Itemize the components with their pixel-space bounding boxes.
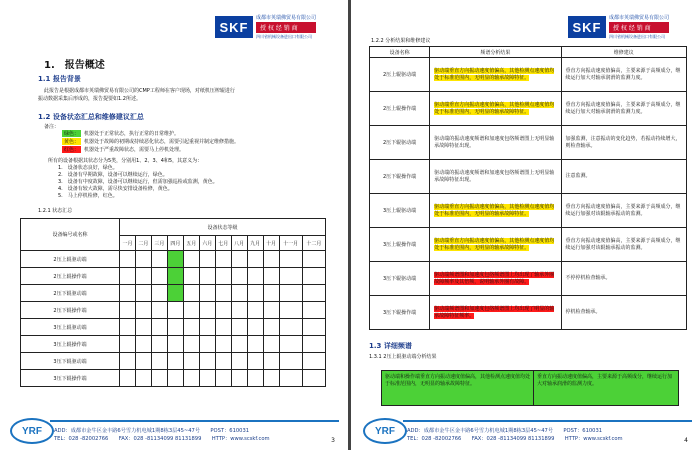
- status-cell: [199, 353, 215, 370]
- table-row: [21, 268, 326, 285]
- footer-contact: TEL：028 -82002766 FAX：028 -81134099 81131899 HTTP：www.scskf.com: [407, 436, 623, 442]
- analysis-table: [369, 46, 687, 330]
- device-name: 3压上辊驱动端: [21, 319, 120, 336]
- result-box-right: 垂直方向振动速度值偏高，主要来源于高频成分，继续运行加大对轴承润滑的监测力度。: [534, 371, 678, 405]
- footer-address: ADD：成都市金牛区金丰路6号雪力机电城1期8栋3层45~47号 POST：610031: [407, 428, 603, 434]
- col-header-device: 设备编号或名称: [21, 219, 120, 251]
- status-cell: [231, 302, 247, 319]
- status-cell: [167, 251, 183, 268]
- level-item: 2. 设备有早期故障，设备可以继续运行，绿色。: [58, 172, 168, 178]
- device-name: 3压下辊驱动端: [370, 262, 430, 296]
- status-cell: [151, 285, 167, 302]
- level-item: 4. 设备有较大故障，需尽快安排设备检修，黄色。: [58, 186, 173, 192]
- status-cell: [120, 251, 136, 268]
- table-row: [21, 251, 326, 268]
- status-cell: [167, 353, 183, 370]
- month-header: 三月: [151, 236, 167, 251]
- logo-line3: 四川省机械设备进出口有限公司: [256, 34, 312, 39]
- status-cell: [120, 336, 136, 353]
- status-cell: [183, 336, 199, 353]
- legend-text: 机器处于正常状态，执行正常的日常维护。: [84, 131, 180, 137]
- status-cell: [247, 268, 263, 285]
- subheading-analysis: 1.2.2 分析结果和维修建议: [371, 38, 431, 44]
- device-name: 2压下辊操作端: [370, 160, 430, 194]
- analysis-result: 驱动端频谱图和加速度包络频谱图上均出现了轴承外圈故障频率及其倍频，说明轴承外圈有故障。: [430, 262, 561, 296]
- status-cell: [120, 353, 136, 370]
- maintenance-advice: 不停停机检查轴承。: [561, 262, 686, 296]
- levels-intro: 所有的设备根据其状态分为5类，分别用1、2、3、4和5，其意义为：: [48, 158, 203, 164]
- status-cell: [135, 319, 151, 336]
- status-cell: [120, 302, 136, 319]
- status-cell: [167, 319, 183, 336]
- status-cell: [183, 319, 199, 336]
- status-cell: [215, 319, 231, 336]
- month-header: 二月: [135, 236, 151, 251]
- device-name: 3压上辊操作端: [370, 228, 430, 262]
- skf-mark: SKF: [568, 16, 606, 38]
- status-cell: [302, 251, 325, 268]
- status-cell: [151, 302, 167, 319]
- status-cell: [215, 251, 231, 268]
- status-cell: [279, 251, 302, 268]
- status-cell: [247, 370, 263, 387]
- status-cell: [120, 370, 136, 387]
- table-row: [370, 160, 687, 194]
- legend-swatch: 黄色：: [64, 139, 80, 145]
- status-cell: [167, 302, 183, 319]
- table-row: [370, 296, 687, 330]
- legend-item: [62, 138, 239, 145]
- status-cell: [215, 268, 231, 285]
- month-header: 七月: [215, 236, 231, 251]
- status-cell: [247, 353, 263, 370]
- status-cell: [151, 268, 167, 285]
- maintenance-advice: 注意监测。: [561, 160, 686, 194]
- status-cell: [263, 370, 279, 387]
- status-cell: [302, 336, 325, 353]
- note-label: 备注：: [44, 124, 60, 130]
- status-cell: [199, 285, 215, 302]
- table-row: [370, 92, 687, 126]
- footer-address: ADD：成都市金牛区金丰路6号雪力机电城1期8栋3层45~47号 POST：610031: [54, 428, 250, 434]
- status-cell: [183, 370, 199, 387]
- yrf-logo: YRF: [10, 418, 54, 444]
- status-cell: [247, 336, 263, 353]
- status-cell: [231, 370, 247, 387]
- logo-line3: 四川省机械设备进出口有限公司: [609, 34, 665, 39]
- status-cell: [279, 302, 302, 319]
- maintenance-advice: 加强监测，注意振动的变化趋势，若振动持续增大，则检查轴承。: [561, 126, 686, 160]
- level-item: 1. 设备状态良好，绿色。: [58, 165, 118, 171]
- status-cell: [135, 336, 151, 353]
- status-cell: [279, 285, 302, 302]
- footer-contact: TEL：028 -82002766 FAX：028 -81134099 81131899 HTTP：www.scskf.com: [54, 436, 270, 442]
- page-right: [355, 2, 698, 448]
- status-cell: [263, 285, 279, 302]
- status-cell: [135, 285, 151, 302]
- status-cell: [231, 251, 247, 268]
- logo-line2: 授 权 经 销 商: [256, 22, 316, 33]
- status-cell: [231, 319, 247, 336]
- result-box-left: 驱动端和操作端垂直方向振动速度值偏高，其他检测点速度值均处于标准范围内，无明显的轴承故障特征。: [382, 371, 534, 405]
- status-cell: [135, 302, 151, 319]
- maintenance-advice: 垂直方向振动速度值偏高，主要来源于高频成分，继续运行加强对该辊轴承振动的监测。: [561, 228, 686, 262]
- month-header: 六月: [199, 236, 215, 251]
- month-header: 一月: [120, 236, 136, 251]
- device-name: 3压上辊驱动端: [370, 194, 430, 228]
- status-cell: [247, 285, 263, 302]
- level-item: 3. 设备有中度故障，设备可以继续运行，但需加强巡检或监测，黄色。: [58, 179, 218, 185]
- paragraph-line1: 此报告是根据成都市英瑞佛贸易有限公司的CMP工程师在客户现场，对纸机压榨辊进行: [44, 88, 235, 94]
- section-title: 1. 报告概述: [44, 60, 105, 71]
- status-cell: [199, 319, 215, 336]
- month-header: 十二月: [302, 236, 325, 251]
- month-header: 十月: [263, 236, 279, 251]
- table-row: [21, 302, 326, 319]
- status-cell: [231, 268, 247, 285]
- status-cell: [302, 268, 325, 285]
- page-left: [2, 2, 345, 448]
- status-cell: [167, 285, 183, 302]
- table-row: [21, 353, 326, 370]
- status-cell: [120, 285, 136, 302]
- status-cell: [215, 302, 231, 319]
- table-row: [21, 319, 326, 336]
- legend-text: 机器处于故障的初期或持续恶化状态，需要引起重视并制定维修措施。: [84, 139, 240, 145]
- status-cell: [302, 319, 325, 336]
- status-cell: [302, 370, 325, 387]
- logo-line1: 成都市英瑞佛贸易有限公司: [609, 15, 670, 21]
- device-name: 2压下辊驱动端: [21, 285, 120, 302]
- analysis-col-header: 频谱分析结果: [430, 47, 561, 58]
- subheading-status: 1.2.1 状态汇总: [38, 208, 73, 214]
- status-cell: [231, 336, 247, 353]
- month-header: 四月: [167, 236, 183, 251]
- device-name: 3压下辊操作端: [21, 370, 120, 387]
- table-row: [370, 262, 687, 296]
- status-cell: [167, 370, 183, 387]
- heading-detailed-spectrum: 1.3 详细频谱: [369, 342, 412, 350]
- maintenance-advice: 垂直方向振动速度值偏高，主要来源于高频成分，继续运行加强对该辊轴承振动的监测。: [561, 194, 686, 228]
- analysis-result: 驱动端垂直方向振动速度值偏高，其他检测点速度值均处于标准范围内，无明显的轴承故障特征。: [430, 194, 561, 228]
- status-cell: [215, 353, 231, 370]
- subheading-2p-upper-drive: 1.3.1 2压上辊驱动端分析结果: [369, 354, 437, 360]
- maintenance-advice: 垂直方向振动速度值偏高，主要来源于高频成分，继续运行加大对轴承润滑的监测力度。: [561, 92, 686, 126]
- status-cell: [279, 268, 302, 285]
- device-name: 2压下辊操作端: [21, 302, 120, 319]
- paragraph-line2: 振动数据采集后形成的，报告提要如1.2所述。: [38, 96, 141, 102]
- legend-item: [62, 130, 179, 137]
- skf-mark: SKF: [215, 16, 253, 38]
- maintenance-advice: 停机检查轴承。: [561, 296, 686, 330]
- legend-text: 机器处于严重故障状态，需要马上停机处理。: [84, 147, 185, 153]
- legend-swatch: 绿色：: [64, 131, 80, 137]
- table-row: [21, 285, 326, 302]
- status-cell: [183, 302, 199, 319]
- device-name: 2压上辊操作端: [370, 92, 430, 126]
- status-cell: [120, 268, 136, 285]
- status-cell: [135, 353, 151, 370]
- status-cell: [167, 268, 183, 285]
- status-cell: [247, 251, 263, 268]
- status-cell: [263, 302, 279, 319]
- month-header: 九月: [247, 236, 263, 251]
- footer: [355, 414, 698, 448]
- device-name: 2压下辊驱动端: [370, 126, 430, 160]
- table-row: [370, 228, 687, 262]
- status-cell: [167, 336, 183, 353]
- status-cell: [151, 353, 167, 370]
- status-cell: [183, 285, 199, 302]
- status-cell: [263, 251, 279, 268]
- status-cell: [231, 353, 247, 370]
- analysis-col-header: 设备名称: [370, 47, 430, 58]
- logo-line1: 成都市英瑞佛贸易有限公司: [256, 15, 317, 21]
- status-cell: [135, 268, 151, 285]
- result-box: [381, 370, 679, 406]
- status-cell: [215, 336, 231, 353]
- status-cell: [263, 268, 279, 285]
- analysis-result: 驱动端垂直方向振动速度值偏高，其他检测点速度值均处于标准范围内，无明显的轴承故障特征。: [430, 58, 561, 92]
- status-cell: [231, 285, 247, 302]
- status-cell: [151, 370, 167, 387]
- status-cell: [279, 353, 302, 370]
- status-cell: [135, 251, 151, 268]
- skf-logo: [215, 12, 335, 42]
- analysis-col-header: 维修建议: [561, 47, 686, 58]
- analysis-result: 驱动端的振动速度频谱和加速度包络频谱图上无明显轴承故障特征出现。: [430, 160, 561, 194]
- page-divider: [348, 0, 351, 450]
- status-cell: [199, 302, 215, 319]
- status-cell: [135, 370, 151, 387]
- status-cell: [151, 336, 167, 353]
- device-name: 2压上辊操作端: [21, 268, 120, 285]
- status-cell: [151, 319, 167, 336]
- maintenance-advice: 垂直方向振动速度值偏高，主要来源于高频成分，继续运行加大对轴承润滑的监测力度。: [561, 58, 686, 92]
- analysis-result: 驱动端的振动速度频谱和加速度包络频谱图上无明显轴承故障特征出现。: [430, 126, 561, 160]
- status-cell: [247, 302, 263, 319]
- status-cell: [120, 319, 136, 336]
- device-name: 3压上辊操作端: [21, 336, 120, 353]
- status-cell: [199, 370, 215, 387]
- status-table: [20, 218, 326, 387]
- status-cell: [183, 251, 199, 268]
- heading-status-summary: 1.2 设备状态汇总和维修建议汇总: [38, 113, 144, 121]
- month-header: 八月: [231, 236, 247, 251]
- month-header: 十一月: [279, 236, 302, 251]
- table-row: [370, 194, 687, 228]
- footer-rule: [403, 420, 692, 422]
- device-name: 2压上辊驱动端: [21, 251, 120, 268]
- status-cell: [199, 336, 215, 353]
- status-cell: [199, 268, 215, 285]
- status-cell: [151, 251, 167, 268]
- status-cell: [302, 285, 325, 302]
- device-name: 3压下辊驱动端: [21, 353, 120, 370]
- analysis-result: 驱动端垂直方向振动速度值偏高，其他检测点速度值均处于标准范围内，无明显的轴承故障特征。: [430, 228, 561, 262]
- status-cell: [279, 319, 302, 336]
- status-cell: [302, 302, 325, 319]
- skf-logo: [568, 12, 688, 42]
- status-cell: [279, 336, 302, 353]
- status-cell: [263, 319, 279, 336]
- analysis-result: 驱动端频谱图和加速度包络频谱图上均出现了明显的轴承故障特征频率。: [430, 296, 561, 330]
- status-cell: [302, 353, 325, 370]
- page-number: 3: [331, 437, 335, 444]
- col-header-status-level: 设备状态等级: [120, 219, 326, 236]
- legend-item: [62, 146, 184, 153]
- table-row: [370, 126, 687, 160]
- page-number: 4: [684, 437, 688, 444]
- status-cell: [263, 353, 279, 370]
- device-name: 2压上辊驱动端: [370, 58, 430, 92]
- footer-rule: [50, 420, 339, 422]
- logo-line2: 授 权 经 销 商: [609, 22, 669, 33]
- device-name: 3压下辊操作端: [370, 296, 430, 330]
- yrf-logo: YRF: [363, 418, 407, 444]
- status-cell: [247, 319, 263, 336]
- level-item: 5. 马上停机检修，红色。: [58, 193, 118, 199]
- month-header: 五月: [183, 236, 199, 251]
- table-row: [21, 370, 326, 387]
- analysis-result: 驱动端垂直方向振动速度值偏高，其他检测点速度值均处于标准范围内，无明显的轴承故障特征。: [430, 92, 561, 126]
- status-cell: [215, 370, 231, 387]
- footer: [2, 414, 345, 448]
- status-cell: [183, 353, 199, 370]
- status-cell: [199, 251, 215, 268]
- status-cell: [263, 336, 279, 353]
- legend-swatch: 红色：: [64, 147, 80, 153]
- status-cell: [215, 285, 231, 302]
- status-cell: [279, 370, 302, 387]
- status-cell: [183, 268, 199, 285]
- table-row: [370, 58, 687, 92]
- table-row: [21, 336, 326, 353]
- heading-report-background: 1.1 报告背景: [38, 75, 81, 83]
